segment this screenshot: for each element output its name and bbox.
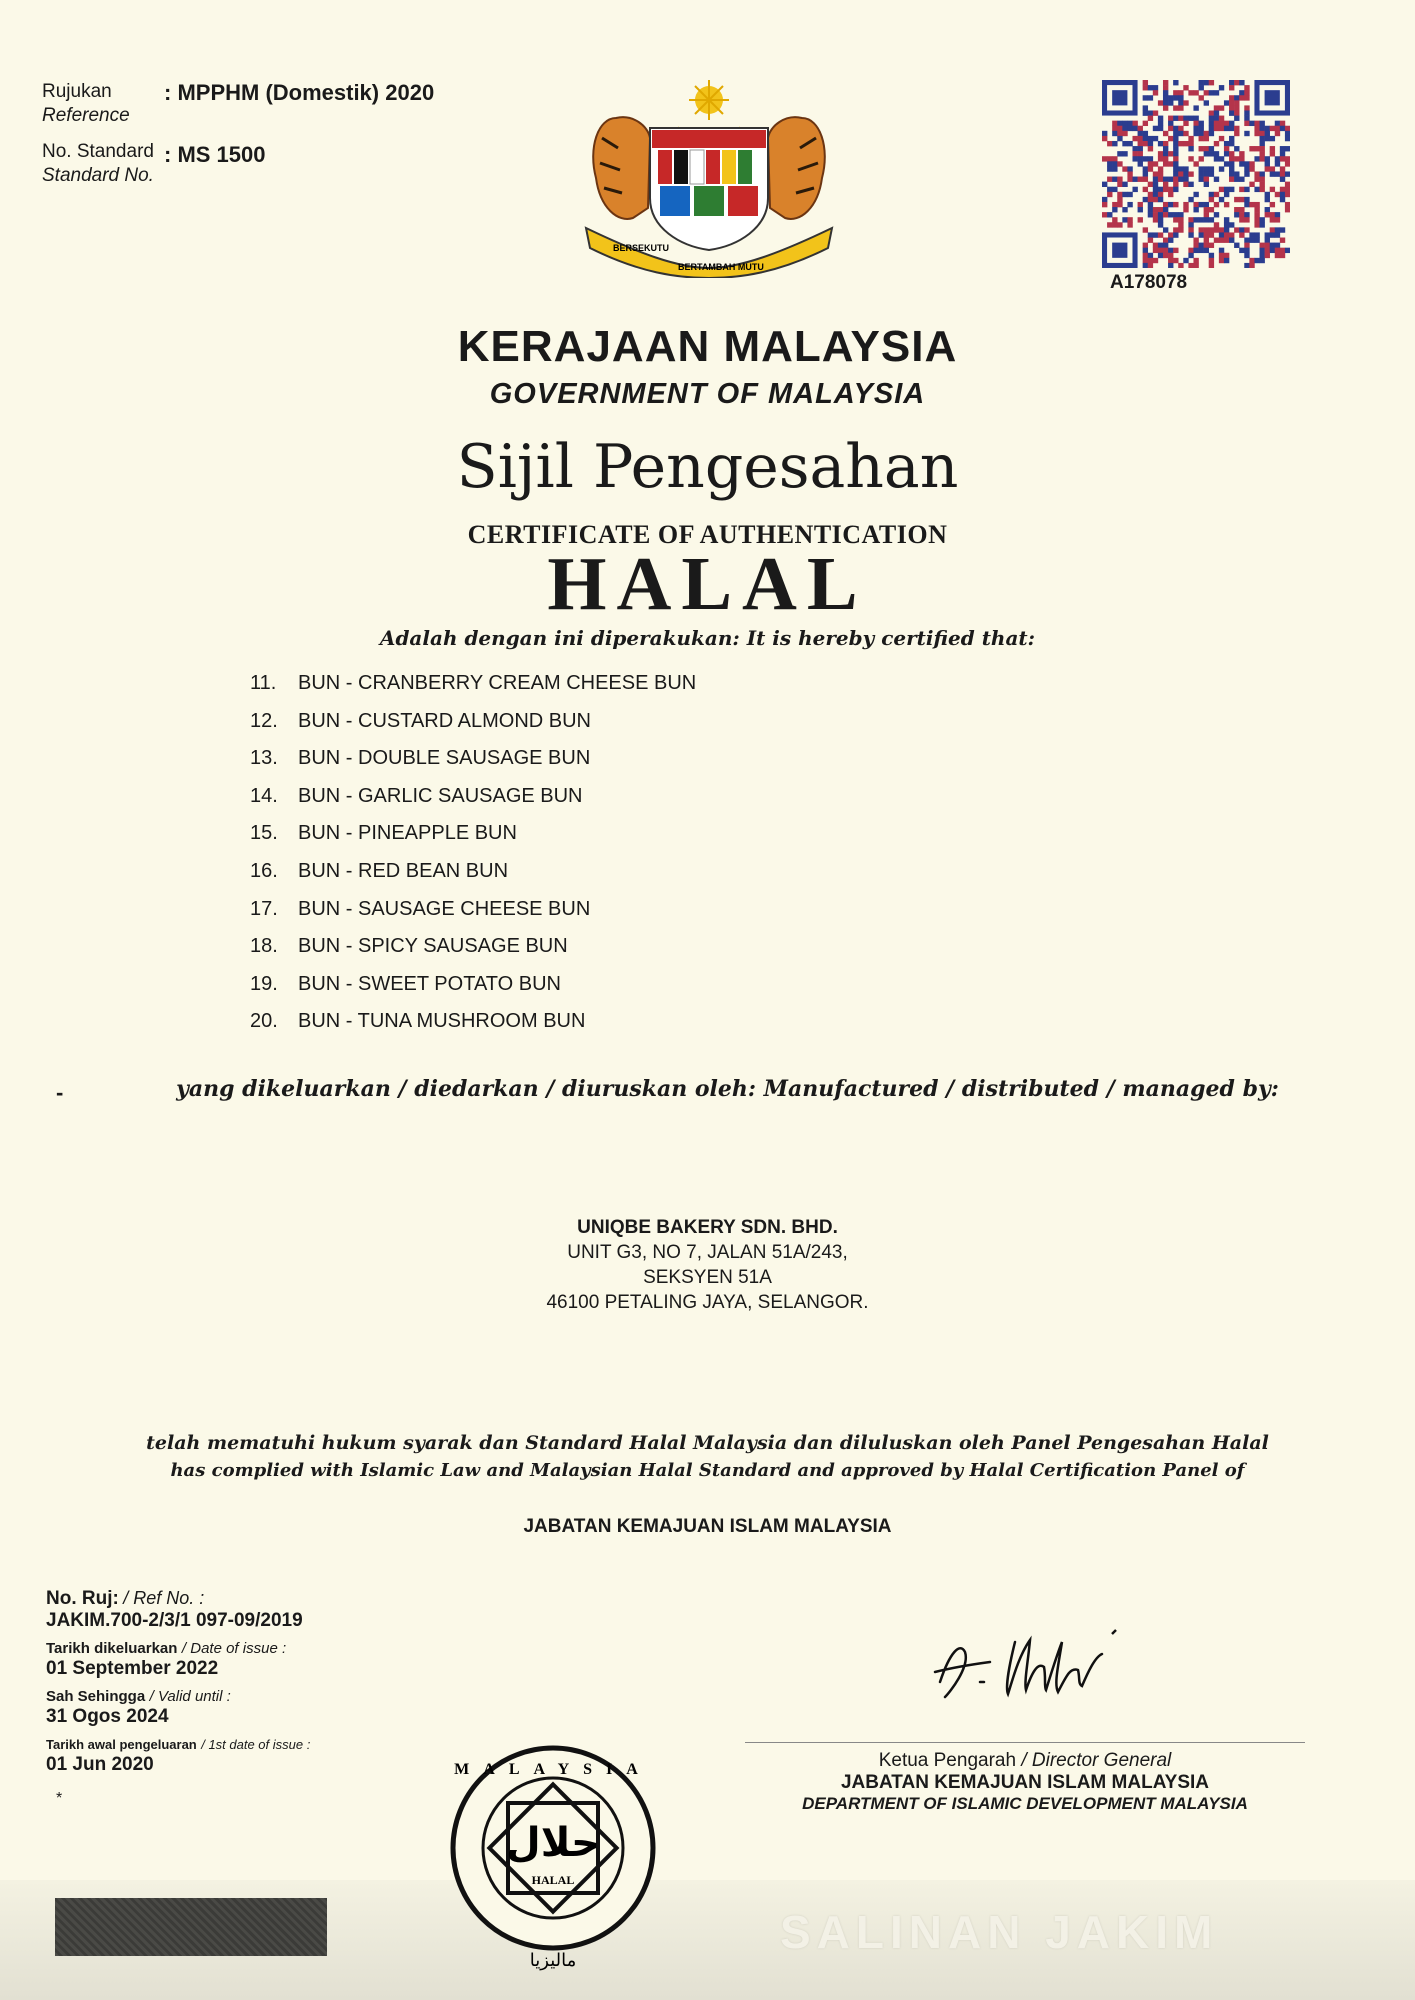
- ref-no-label: No. Ruj:: [46, 1588, 119, 1609]
- product-item: [250, 1010, 696, 1048]
- halal-logo-bottom-ar: ماليزيا: [529, 1950, 577, 1971]
- product-name: BUN - CRANBERRY CREAM CHEESE BUN: [298, 672, 697, 694]
- product-name: BUN - SAUSAGE CHEESE BUN: [298, 897, 591, 920]
- product-number: 14.: [250, 784, 278, 807]
- product-name: BUN - TUNA MUSHROOM BUN: [298, 1010, 586, 1033]
- signatory-title-ms: Ketua Pengarah: [878, 1750, 1017, 1771]
- product-name: BUN - PINEAPPLE BUN: [298, 822, 517, 845]
- first-issue-label: Tarikh awal pengeluaran: [46, 1737, 197, 1752]
- product-number: 17.: [250, 897, 278, 920]
- product-number: 20.: [250, 1010, 278, 1033]
- product-item: [250, 710, 696, 748]
- government-title-en: GOVERNMENT OF MALAYSIA: [489, 378, 926, 410]
- product-number: 13.: [250, 747, 278, 770]
- product-number: 16.: [250, 859, 278, 882]
- dash-mark: -: [56, 1080, 64, 1105]
- valid-until-value: 31 Ogos 2024: [46, 1706, 169, 1727]
- details-block: [46, 1588, 310, 1808]
- crest-ribbon-center: BERTAMBAH MUTU: [678, 262, 764, 272]
- product-item: [250, 822, 696, 860]
- product-name: BUN - DOUBLE SAUSAGE BUN: [298, 747, 591, 770]
- product-item: [250, 860, 696, 898]
- product-number: 18.: [250, 935, 278, 958]
- certify-line: Adalah dengan ini diperakukan: It is hereby certified that:: [379, 626, 1036, 650]
- company-name: UNIQBE BAKERY SDN. BHD.: [577, 1217, 838, 1238]
- halal-title: HALAL: [547, 542, 868, 626]
- signatory-title-en: / Director General: [1021, 1750, 1172, 1771]
- company-address-line3: 46100 PETALING JAYA, SELANGOR.: [546, 1292, 869, 1313]
- reference-value: : MPPHM (Domestik) 2020: [164, 80, 435, 105]
- product-name: BUN - CUSTARD ALMOND BUN: [298, 709, 591, 732]
- product-number: 12.: [250, 709, 278, 732]
- reference-label: Reference: [42, 105, 130, 126]
- standard-value: : MS 1500: [164, 142, 266, 167]
- company-address-line1: UNIT G3, NO 7, JALAN 51A/243,: [567, 1242, 848, 1263]
- signatory-dept-ms: JABATAN KEMAJUAN ISLAM MALAYSIA: [840, 1772, 1210, 1793]
- ref-no-label-en: / Ref No. :: [123, 1588, 205, 1608]
- reference-block: [42, 80, 435, 188]
- standard-label: No. Standard: [42, 141, 154, 162]
- copy-watermark: SALINAN JAKIM: [780, 1906, 1219, 1958]
- valid-until-label-en: / Valid until :: [149, 1688, 231, 1705]
- redacted-box: [55, 1898, 327, 1956]
- manufactured-line: yang dikeluarkan / diedarkan / diuruskan oleh: Manufactured / distributed / managed by:: [176, 1076, 1279, 1102]
- issue-date-label-en: / Date of issue :: [181, 1640, 287, 1657]
- product-number: 19.: [250, 972, 278, 995]
- company-address-line2: SEKSYEN 51A: [643, 1267, 772, 1288]
- signatory-dept-en: DEPARTMENT OF ISLAMIC DEVELOPMENT MALAYSIA: [802, 1794, 1248, 1813]
- qr-code-icon: [1102, 80, 1290, 268]
- product-number: 11.: [250, 672, 277, 694]
- halal-logo-en: HALAL: [531, 1873, 575, 1887]
- signature-line: [745, 1742, 1305, 1743]
- compliance-ms: telah mematuhi hukum syarak dan Standard Halal Malaysia dan diluluskan oleh Panel Pengesahan Halal: [146, 1432, 1269, 1454]
- first-issue-value: 01 Jun 2020: [46, 1754, 154, 1775]
- company-block: [0, 1215, 1415, 1315]
- compliance-en: has complied with Islamic Law and Malaysian Halal Standard and approved by Halal Certification Panel of: [170, 1460, 1245, 1481]
- product-item: [250, 785, 696, 823]
- product-name: BUN - RED BEAN BUN: [298, 859, 509, 882]
- rujukan-label: Rujukan: [42, 81, 112, 102]
- first-issue-label-en: / 1st date of issue :: [201, 1737, 311, 1752]
- halal-logo-icon: [448, 1740, 658, 1972]
- authority-name: JABATAN KEMAJUAN ISLAM MALAYSIA: [523, 1516, 892, 1537]
- certificate-title-ms: Sijil Pengesahan: [456, 432, 959, 502]
- valid-until-label: Sah Sehingga: [46, 1688, 146, 1705]
- certificate-title-en: CERTIFICATE OF AUTHENTICATION: [467, 520, 948, 549]
- standard-label-en: Standard No.: [42, 165, 154, 186]
- product-number: 15.: [250, 822, 278, 845]
- issue-date-value: 01 September 2022: [46, 1658, 219, 1679]
- crest-ribbon-left: BERSEKUTU: [613, 243, 670, 253]
- signatory-block: [745, 1750, 1305, 1814]
- halal-logo-ring-text: MALAYSIA: [454, 1761, 652, 1778]
- product-list: [250, 672, 696, 1048]
- government-title-ms: KERAJAAN MALAYSIA: [457, 322, 958, 371]
- halal-logo-arabic: حلال: [506, 1820, 600, 1866]
- product-name: BUN - SPICY SAUSAGE BUN: [298, 935, 568, 958]
- asterisk-mark: *: [56, 1790, 63, 1807]
- product-item: [250, 935, 696, 973]
- product-item: [250, 672, 696, 710]
- certificate-serial: A178078: [1110, 272, 1188, 293]
- ref-no-value: JAKIM.700-2/3/1 097-09/2019: [46, 1610, 303, 1631]
- product-item: [250, 973, 696, 1011]
- coat-of-arms-icon: [578, 78, 840, 278]
- product-name: BUN - SWEET POTATO BUN: [298, 972, 561, 995]
- product-name: BUN - GARLIC SAUSAGE BUN: [298, 784, 583, 807]
- issue-date-label: Tarikh dikeluarkan: [46, 1640, 178, 1657]
- product-item: [250, 898, 696, 936]
- product-item: [250, 747, 696, 785]
- signature-icon: [920, 1612, 1160, 1712]
